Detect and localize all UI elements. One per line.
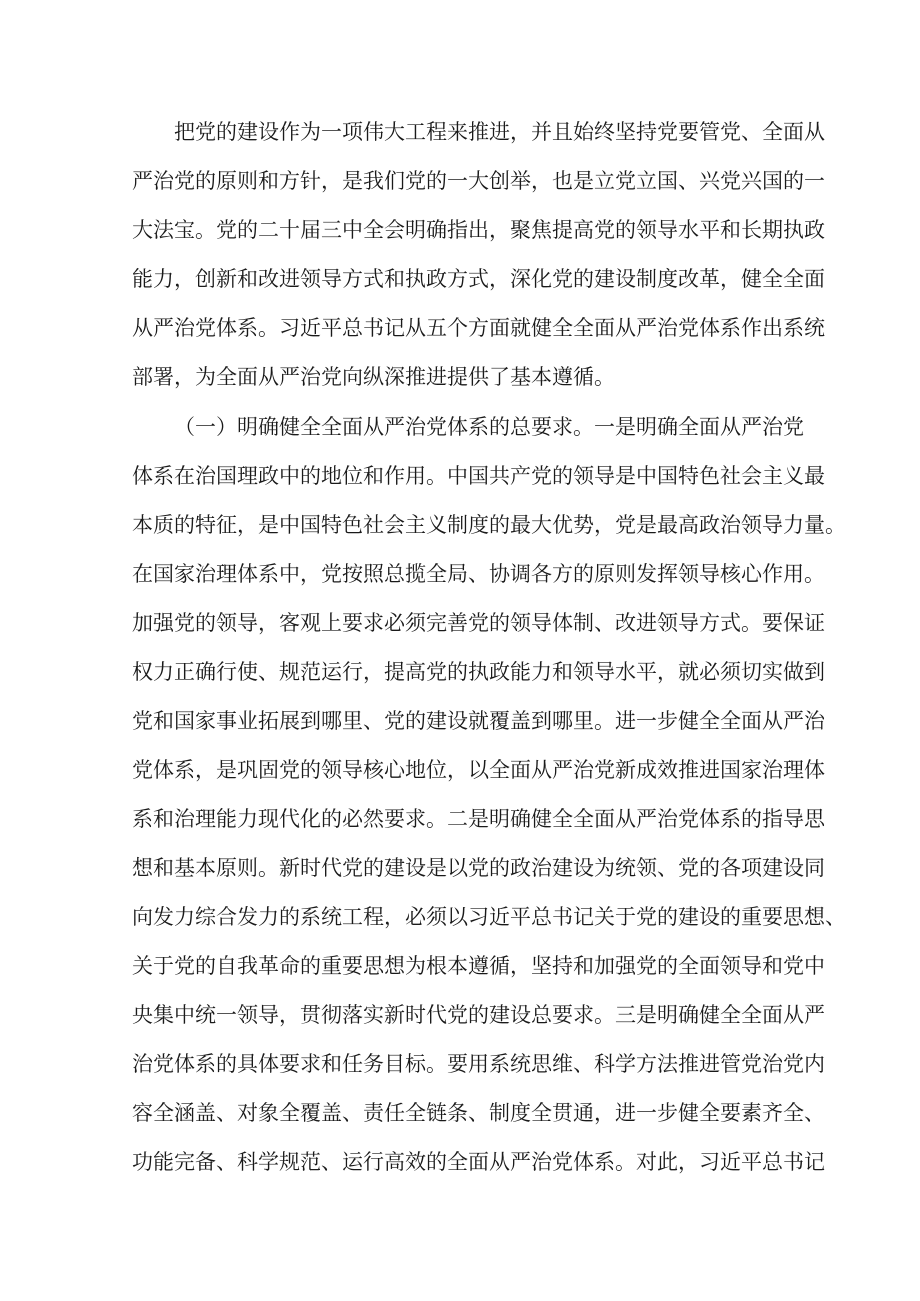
text-line: 央集中统一领导，贯彻落实新时代党的建设总要求。三是明确健全全面从严 — [132, 1003, 825, 1027]
text-line: 部署，为全面从严治党向纵深推进提供了基本遵循。 — [132, 365, 615, 389]
text-line: 党体系，是巩固党的领导核心地位，以全面从严治党新成效推进国家治理体 — [132, 758, 825, 782]
text-line: 从严治党体系。习近平总书记从五个方面就健全全面从严治党体系作出系统 — [132, 316, 825, 340]
text-line: 体系在治国理政中的地位和作用。中国共产党的领导是中国特色社会主义最 — [132, 464, 825, 488]
text-line: 加强党的领导，客观上要求必须完善党的领导体制、改进领导方式。要保证 — [132, 611, 825, 635]
text-line: 权力正确行使、规范运行，提高党的执政能力和领导水平，就必须切实做到 — [132, 660, 825, 684]
text-line: 治党体系的具体要求和任务目标。要用系统思维、科学方法推进管党治党内 — [132, 1052, 825, 1076]
text-line: 想和基本原则。新时代党的建设是以党的政治建设为统领、党的各项建设同 — [132, 856, 825, 880]
text-line: 容全涵盖、对象全覆盖、责任全链条、制度全贯通，进一步健全要素齐全、 — [132, 1101, 825, 1125]
text-line: 系和治理能力现代化的必然要求。二是明确健全全面从严治党体系的指导思 — [132, 807, 825, 831]
text-line: 把党的建设作为一项伟大工程来推进，并且始终坚持党要管党、全面从 — [174, 120, 825, 144]
text-line: 在国家治理体系中，党按照总揽全局、协调各方的原则发挥领导核心作用。 — [132, 562, 825, 586]
text-line: 严治党的原则和方针，是我们党的一大创举，也是立党立国、兴党兴国的一 — [132, 169, 825, 193]
text-line: 功能完备、科学规范、运行高效的全面从严治党体系。对此，习近平总书记 — [132, 1150, 825, 1174]
text-line: 本质的特征，是中国特色社会主义制度的最大优势，党是最高政治领导力量。 — [132, 513, 846, 537]
text-line: 向发力综合发力的系统工程，必须以习近平总书记关于党的建设的重要思想、 — [132, 905, 846, 929]
text-line: 能力，创新和改进领导方式和执政方式，深化党的建设制度改革，健全全面 — [132, 267, 825, 291]
text-line: 大法宝。党的二十届三中全会明确指出，聚焦提高党的领导水平和长期执政 — [132, 218, 825, 242]
section-heading-line: （一）明确健全全面从严治党体系的总要求。一是明确全面从严治党 — [174, 415, 804, 439]
text-line: 关于党的自我革命的重要思想为根本遵循，坚持和加强党的全面领导和党中 — [132, 954, 825, 978]
text-line: 党和国家事业拓展到哪里、党的建设就覆盖到哪里。进一步健全全面从严治 — [132, 709, 825, 733]
